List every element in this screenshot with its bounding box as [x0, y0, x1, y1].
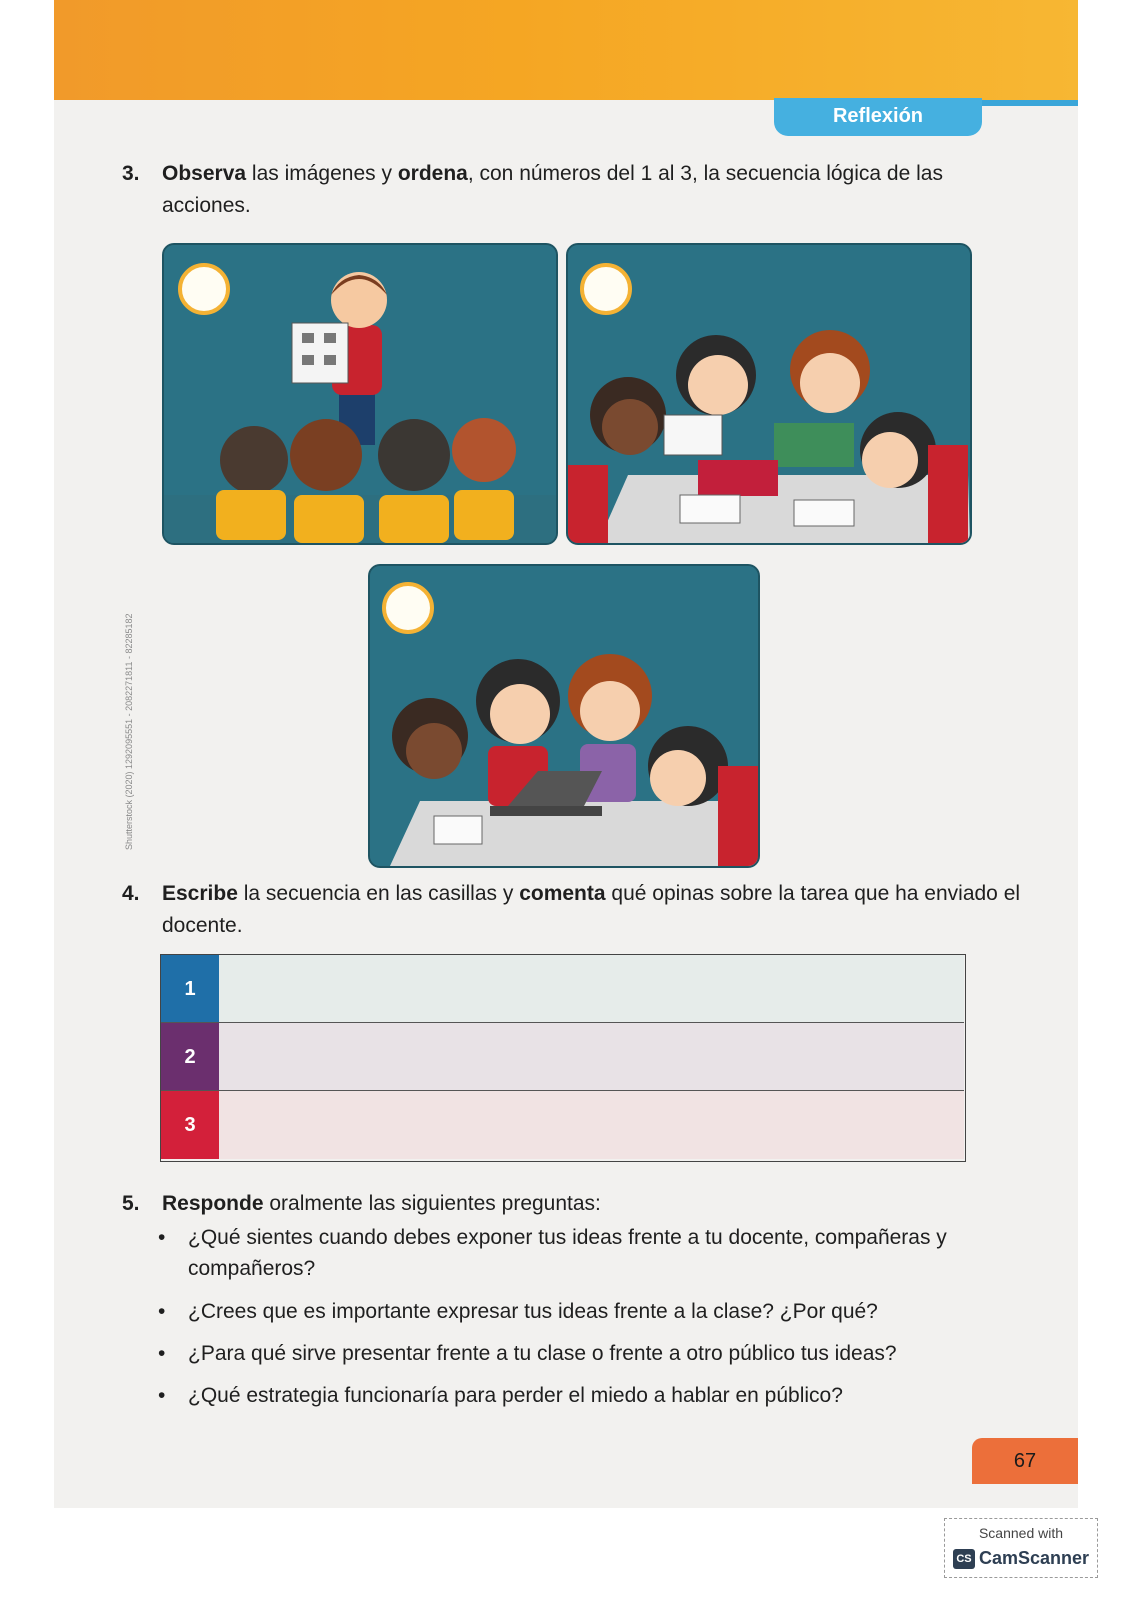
list-item: [158, 1222, 1018, 1286]
sequence-number: 1: [161, 955, 219, 1022]
illustration-laptop: [368, 564, 760, 868]
question-4-number: 4.: [122, 882, 140, 905]
bullet-icon: •: [158, 1300, 166, 1323]
image-credit: Shutterstock (2020) 1292095551 - 2082271811 - 82285182: [124, 613, 134, 850]
sequence-number: 3: [161, 1091, 219, 1159]
illustration-teacher: [162, 243, 558, 545]
question-3-number: 3.: [122, 162, 140, 185]
watermark-caption: Scanned with: [978, 1525, 1064, 1541]
page-number: 67: [972, 1438, 1078, 1484]
question-4-part: qué opinas sobre la tarea que ha enviado el: [605, 882, 1021, 905]
question-5-bold: Responde: [162, 1192, 264, 1215]
question-5: [122, 1188, 1022, 1222]
bullet-text: ¿Crees que es importante expresar tus ideas frente a la clase? ¿Por qué?: [188, 1300, 878, 1323]
bullet-text: ¿Qué sientes cuando debes exponer tus ideas frente a tu docente, compañeras y: [188, 1226, 947, 1249]
sequence-input-3[interactable]: [219, 1091, 964, 1159]
question-3-part: Observa: [162, 162, 247, 185]
bullet-icon: •: [158, 1226, 166, 1249]
question-4-line2: docente.: [162, 914, 243, 937]
list-item: [158, 1380, 1018, 1412]
camscanner-logo-icon: CS: [953, 1549, 975, 1569]
header-band: [54, 0, 1078, 100]
bullet-icon: •: [158, 1384, 166, 1407]
sequence-row-3: [161, 1091, 964, 1159]
question-4-line1: [162, 878, 1020, 910]
illustration-reading: [566, 243, 972, 545]
camscanner-watermark: [944, 1518, 1098, 1578]
question-3: [122, 158, 1022, 217]
list-item: [158, 1296, 1018, 1328]
watermark-brand: CamScanner: [979, 1548, 1090, 1568]
question-3-part: , con números del 1 al 3, la secuencia lógica de las acciones.: [162, 162, 943, 217]
sequence-input-1[interactable]: [219, 955, 964, 1022]
bullet-text: ¿Qué estrategia funcionaría para perder el miedo a hablar en público?: [188, 1384, 843, 1407]
order-circle-1[interactable]: [178, 263, 230, 315]
order-circle-2[interactable]: [580, 263, 632, 315]
question-5-text: [162, 1188, 601, 1220]
question-5-number: 5.: [122, 1192, 140, 1215]
question-3-text: [162, 158, 1022, 222]
bullet-text: ¿Para qué sirve presentar frente a tu clase o frente a otro público tus ideas?: [188, 1342, 897, 1365]
question-3-part: las imágenes y: [246, 162, 398, 185]
question-4-part: comenta: [519, 882, 606, 905]
question-4-part: la secuencia en las casillas y: [237, 882, 520, 905]
bullet-icon: •: [158, 1342, 166, 1365]
sequence-table: [160, 954, 966, 1162]
bullet-text: compañeros?: [188, 1257, 316, 1280]
list-item: [158, 1338, 1018, 1370]
sequence-input-2[interactable]: [219, 1023, 964, 1090]
workbook-page: [54, 0, 1078, 1508]
question-4-part: Escribe: [162, 882, 238, 905]
sequence-row-1: [161, 955, 964, 1023]
question-3-part: ordena: [397, 162, 468, 185]
order-circle-3[interactable]: [382, 582, 434, 634]
sequence-number: 2: [161, 1023, 219, 1090]
section-label: Reflexión: [774, 98, 982, 136]
question-4: [122, 878, 1022, 944]
question-5-rest: oralmente las siguientes preguntas:: [263, 1192, 601, 1215]
sequence-row-2: [161, 1023, 964, 1091]
